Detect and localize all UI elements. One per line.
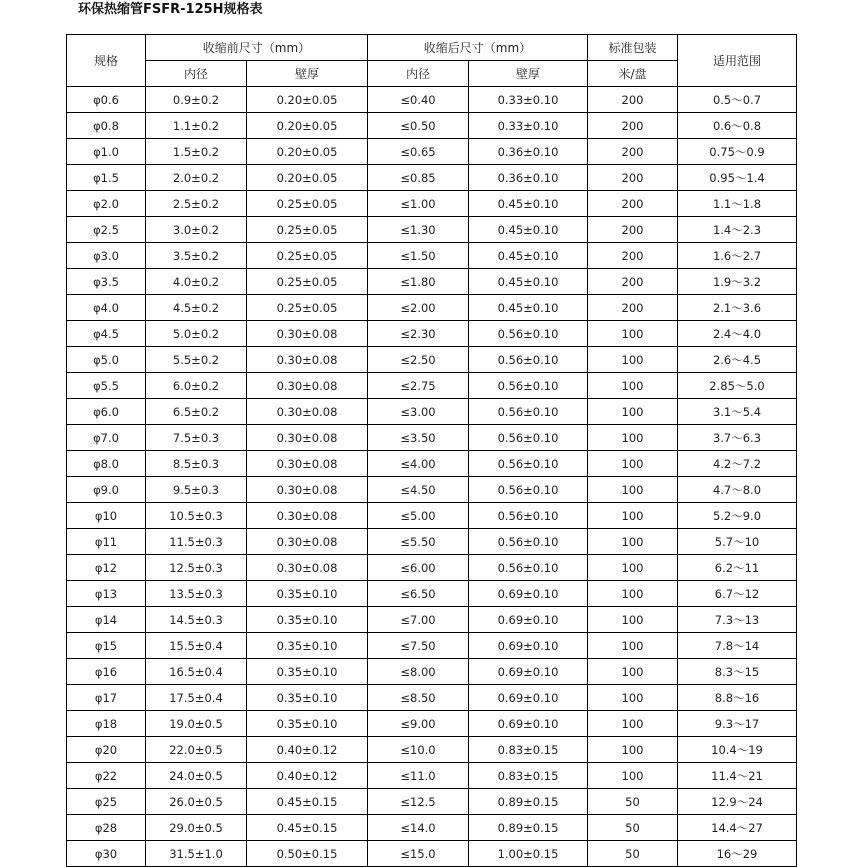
cell-wall-before: 0.25±0.05 (247, 243, 368, 269)
cell-wall-before: 0.50±0.15 (247, 841, 368, 867)
table-row (67, 607, 797, 633)
cell-range: 7.3～13 (678, 607, 797, 633)
cell-range: 2.85～5.0 (678, 373, 797, 399)
cell-wall-before: 0.25±0.05 (247, 191, 368, 217)
cell-spec: φ2.0 (67, 191, 146, 217)
table-row (67, 841, 797, 867)
cell-inner-after: ≤0.85 (368, 165, 469, 191)
cell-wall-after: 0.33±0.10 (469, 113, 588, 139)
cell-inner-before: 22.0±0.5 (146, 737, 247, 763)
cell-inner-after: ≤7.50 (368, 633, 469, 659)
cell-range: 16～29 (678, 841, 797, 867)
cell-wall-before: 0.30±0.08 (247, 347, 368, 373)
cell-inner-before: 29.0±0.5 (146, 815, 247, 841)
cell-spec: φ0.6 (67, 87, 146, 113)
cell-pack: 200 (588, 269, 678, 295)
cell-wall-after: 0.56±0.10 (469, 451, 588, 477)
cell-spec: φ9.0 (67, 477, 146, 503)
cell-wall-after: 0.89±0.15 (469, 815, 588, 841)
cell-wall-before: 0.35±0.10 (247, 711, 368, 737)
cell-inner-before: 0.9±0.2 (146, 87, 247, 113)
cell-spec: φ18 (67, 711, 146, 737)
cell-pack: 200 (588, 217, 678, 243)
cell-inner-after: ≤5.50 (368, 529, 469, 555)
cell-inner-after: ≤1.80 (368, 269, 469, 295)
cell-wall-after: 0.56±0.10 (469, 503, 588, 529)
page-title: 环保热缩管FSFR-125H规格表 (78, 2, 263, 17)
cell-range: 8.3～15 (678, 659, 797, 685)
table-row (67, 581, 797, 607)
cell-wall-before: 0.40±0.12 (247, 737, 368, 763)
cell-range: 4.7～8.0 (678, 477, 797, 503)
table-row (67, 685, 797, 711)
cell-inner-after: ≤4.00 (368, 451, 469, 477)
cell-wall-before: 0.30±0.08 (247, 425, 368, 451)
cell-wall-after: 0.69±0.10 (469, 685, 588, 711)
cell-wall-after: 0.36±0.10 (469, 139, 588, 165)
cell-wall-before: 0.35±0.10 (247, 607, 368, 633)
cell-inner-before: 26.0±0.5 (146, 789, 247, 815)
cell-wall-after: 0.56±0.10 (469, 477, 588, 503)
cell-inner-before: 4.5±0.2 (146, 295, 247, 321)
cell-range: 2.6～4.5 (678, 347, 797, 373)
cell-inner-before: 3.5±0.2 (146, 243, 247, 269)
cell-inner-after: ≤1.00 (368, 191, 469, 217)
cell-inner-after: ≤6.50 (368, 581, 469, 607)
spec-table (66, 34, 797, 867)
cell-range: 0.5～0.7 (678, 87, 797, 113)
cell-wall-after: 0.45±0.10 (469, 269, 588, 295)
cell-spec: φ2.5 (67, 217, 146, 243)
cell-range: 3.7～6.3 (678, 425, 797, 451)
cell-inner-before: 1.5±0.2 (146, 139, 247, 165)
cell-spec: φ0.8 (67, 113, 146, 139)
cell-spec: φ15 (67, 633, 146, 659)
cell-pack: 100 (588, 607, 678, 633)
cell-inner-after: ≤6.00 (368, 555, 469, 581)
table-row (67, 347, 797, 373)
cell-wall-before: 0.30±0.08 (247, 373, 368, 399)
cell-range: 12.9～24 (678, 789, 797, 815)
cell-range: 1.1～1.8 (678, 191, 797, 217)
cell-inner-after: ≤4.50 (368, 477, 469, 503)
cell-inner-after: ≤5.00 (368, 503, 469, 529)
cell-wall-after: 0.56±0.10 (469, 529, 588, 555)
cell-inner-before: 2.0±0.2 (146, 165, 247, 191)
cell-range: 1.4～2.3 (678, 217, 797, 243)
cell-range: 7.8～14 (678, 633, 797, 659)
cell-inner-before: 24.0±0.5 (146, 763, 247, 789)
cell-inner-after: ≤2.00 (368, 295, 469, 321)
header-wall-before: 壁厚 (247, 61, 368, 87)
cell-pack: 100 (588, 425, 678, 451)
cell-pack: 50 (588, 789, 678, 815)
table-row (67, 503, 797, 529)
cell-inner-before: 17.5±0.4 (146, 685, 247, 711)
cell-pack: 200 (588, 165, 678, 191)
cell-inner-before: 4.0±0.2 (146, 269, 247, 295)
table-row (67, 139, 797, 165)
cell-inner-after: ≤15.0 (368, 841, 469, 867)
cell-pack: 100 (588, 711, 678, 737)
cell-pack: 100 (588, 763, 678, 789)
cell-wall-after: 0.56±0.10 (469, 399, 588, 425)
cell-wall-after: 0.83±0.15 (469, 763, 588, 789)
cell-wall-after: 0.56±0.10 (469, 373, 588, 399)
cell-range: 0.6～0.8 (678, 113, 797, 139)
cell-pack: 100 (588, 633, 678, 659)
cell-inner-before: 19.0±0.5 (146, 711, 247, 737)
cell-pack: 100 (588, 659, 678, 685)
cell-inner-after: ≤7.00 (368, 607, 469, 633)
cell-inner-after: ≤2.50 (368, 347, 469, 373)
cell-spec: φ14 (67, 607, 146, 633)
header-inner-after: 内径 (368, 61, 469, 87)
cell-pack: 100 (588, 555, 678, 581)
cell-inner-before: 14.5±0.3 (146, 607, 247, 633)
cell-spec: φ16 (67, 659, 146, 685)
cell-spec: φ22 (67, 763, 146, 789)
cell-spec: φ17 (67, 685, 146, 711)
header-spec: 规格 (67, 35, 146, 87)
cell-inner-after: ≤14.0 (368, 815, 469, 841)
cell-pack: 100 (588, 685, 678, 711)
table-row (67, 477, 797, 503)
cell-range: 8.8～16 (678, 685, 797, 711)
cell-range: 5.2～9.0 (678, 503, 797, 529)
cell-wall-after: 0.56±0.10 (469, 321, 588, 347)
cell-wall-after: 0.45±0.10 (469, 217, 588, 243)
cell-inner-after: ≤2.75 (368, 373, 469, 399)
cell-spec: φ11 (67, 529, 146, 555)
cell-inner-before: 13.5±0.3 (146, 581, 247, 607)
cell-inner-before: 9.5±0.3 (146, 477, 247, 503)
cell-spec: φ1.5 (67, 165, 146, 191)
cell-range: 6.7～12 (678, 581, 797, 607)
cell-wall-before: 0.45±0.15 (247, 815, 368, 841)
cell-inner-after: ≤0.40 (368, 87, 469, 113)
cell-spec: φ3.5 (67, 269, 146, 295)
cell-range: 4.2～7.2 (678, 451, 797, 477)
cell-spec: φ20 (67, 737, 146, 763)
cell-inner-after: ≤8.50 (368, 685, 469, 711)
cell-wall-before: 0.35±0.10 (247, 685, 368, 711)
header-unit: 米/盘 (588, 61, 678, 87)
table-row (67, 815, 797, 841)
cell-inner-after: ≤11.0 (368, 763, 469, 789)
cell-spec: φ30 (67, 841, 146, 867)
cell-wall-before: 0.35±0.10 (247, 581, 368, 607)
cell-range: 11.4～21 (678, 763, 797, 789)
table-row (67, 451, 797, 477)
cell-inner-after: ≤3.50 (368, 425, 469, 451)
table-row (67, 295, 797, 321)
table-row (67, 659, 797, 685)
cell-pack: 200 (588, 87, 678, 113)
cell-inner-after: ≤0.50 (368, 113, 469, 139)
cell-spec: φ6.0 (67, 399, 146, 425)
cell-pack: 100 (588, 581, 678, 607)
cell-range: 14.4～27 (678, 815, 797, 841)
table-row (67, 191, 797, 217)
cell-wall-before: 0.25±0.05 (247, 295, 368, 321)
cell-range: 6.2～11 (678, 555, 797, 581)
cell-inner-after: ≤12.5 (368, 789, 469, 815)
table-row (67, 763, 797, 789)
cell-wall-before: 0.30±0.08 (247, 477, 368, 503)
cell-pack: 200 (588, 191, 678, 217)
cell-wall-after: 0.36±0.10 (469, 165, 588, 191)
cell-wall-after: 0.69±0.10 (469, 607, 588, 633)
header-inner-before: 内径 (146, 61, 247, 87)
cell-inner-before: 2.5±0.2 (146, 191, 247, 217)
cell-wall-after: 0.56±0.10 (469, 347, 588, 373)
cell-spec: φ13 (67, 581, 146, 607)
table-row (67, 217, 797, 243)
cell-wall-before: 0.30±0.08 (247, 451, 368, 477)
cell-inner-before: 11.5±0.3 (146, 529, 247, 555)
cell-inner-after: ≤9.00 (368, 711, 469, 737)
cell-range: 0.95～1.4 (678, 165, 797, 191)
cell-spec: φ5.5 (67, 373, 146, 399)
header-pack: 标准包装 (588, 35, 678, 61)
cell-wall-before: 0.30±0.08 (247, 555, 368, 581)
cell-range: 0.75～0.9 (678, 139, 797, 165)
cell-range: 5.7～10 (678, 529, 797, 555)
cell-spec: φ8.0 (67, 451, 146, 477)
cell-pack: 50 (588, 815, 678, 841)
cell-pack: 100 (588, 737, 678, 763)
cell-wall-before: 0.30±0.08 (247, 321, 368, 347)
cell-wall-before: 0.25±0.05 (247, 217, 368, 243)
cell-wall-before: 0.40±0.12 (247, 763, 368, 789)
cell-wall-after: 0.83±0.15 (469, 737, 588, 763)
header-wall-after: 壁厚 (469, 61, 588, 87)
cell-spec: φ12 (67, 555, 146, 581)
cell-inner-before: 7.5±0.3 (146, 425, 247, 451)
cell-spec: φ7.0 (67, 425, 146, 451)
cell-range: 1.9～3.2 (678, 269, 797, 295)
cell-range: 2.1～3.6 (678, 295, 797, 321)
cell-wall-before: 0.30±0.08 (247, 503, 368, 529)
cell-wall-after: 0.69±0.10 (469, 581, 588, 607)
cell-wall-before: 0.20±0.05 (247, 139, 368, 165)
cell-pack: 200 (588, 295, 678, 321)
cell-inner-after: ≤10.0 (368, 737, 469, 763)
table-row (67, 113, 797, 139)
cell-range: 3.1～5.4 (678, 399, 797, 425)
cell-inner-before: 6.5±0.2 (146, 399, 247, 425)
cell-pack: 100 (588, 451, 678, 477)
cell-inner-after: ≤1.30 (368, 217, 469, 243)
cell-wall-after: 0.45±0.10 (469, 243, 588, 269)
cell-spec: φ28 (67, 815, 146, 841)
cell-pack: 100 (588, 347, 678, 373)
cell-wall-after: 0.69±0.10 (469, 711, 588, 737)
cell-wall-before: 0.30±0.08 (247, 399, 368, 425)
cell-wall-before: 0.20±0.05 (247, 165, 368, 191)
table-row (67, 711, 797, 737)
cell-inner-before: 15.5±0.4 (146, 633, 247, 659)
cell-pack: 100 (588, 477, 678, 503)
cell-inner-before: 6.0±0.2 (146, 373, 247, 399)
cell-spec: φ25 (67, 789, 146, 815)
cell-pack: 100 (588, 321, 678, 347)
cell-pack: 100 (588, 399, 678, 425)
cell-inner-before: 12.5±0.3 (146, 555, 247, 581)
table-row (67, 269, 797, 295)
cell-wall-after: 0.69±0.10 (469, 659, 588, 685)
cell-inner-before: 5.5±0.2 (146, 347, 247, 373)
cell-range: 2.4～4.0 (678, 321, 797, 347)
header-row-1 (67, 35, 797, 61)
cell-wall-after: 0.45±0.10 (469, 295, 588, 321)
table-row (67, 243, 797, 269)
cell-pack: 100 (588, 529, 678, 555)
table-row (67, 87, 797, 113)
table-row (67, 373, 797, 399)
cell-wall-before: 0.45±0.15 (247, 789, 368, 815)
cell-pack: 200 (588, 113, 678, 139)
cell-pack: 200 (588, 243, 678, 269)
cell-spec: φ5.0 (67, 347, 146, 373)
header-after: 收缩后尺寸（mm） (368, 35, 588, 61)
table-row (67, 399, 797, 425)
table-row (67, 321, 797, 347)
cell-range: 10.4～19 (678, 737, 797, 763)
cell-wall-after: 0.56±0.10 (469, 425, 588, 451)
table-row (67, 737, 797, 763)
cell-pack: 50 (588, 841, 678, 867)
table-row (67, 425, 797, 451)
cell-wall-before: 0.35±0.10 (247, 633, 368, 659)
table-row (67, 529, 797, 555)
cell-wall-after: 1.00±0.15 (469, 841, 588, 867)
cell-wall-before: 0.35±0.10 (247, 659, 368, 685)
cell-range: 1.6～2.7 (678, 243, 797, 269)
cell-spec: φ4.5 (67, 321, 146, 347)
cell-wall-after: 0.69±0.10 (469, 633, 588, 659)
table-row (67, 555, 797, 581)
cell-wall-after: 0.33±0.10 (469, 87, 588, 113)
cell-inner-after: ≤8.00 (368, 659, 469, 685)
cell-inner-after: ≤1.50 (368, 243, 469, 269)
header-before: 收缩前尺寸（mm） (146, 35, 368, 61)
table-row (67, 789, 797, 815)
cell-inner-before: 31.5±1.0 (146, 841, 247, 867)
cell-inner-after: ≤2.30 (368, 321, 469, 347)
cell-wall-after: 0.56±0.10 (469, 555, 588, 581)
cell-inner-before: 10.5±0.3 (146, 503, 247, 529)
cell-inner-before: 8.5±0.3 (146, 451, 247, 477)
cell-wall-before: 0.20±0.05 (247, 87, 368, 113)
cell-inner-before: 1.1±0.2 (146, 113, 247, 139)
cell-wall-before: 0.30±0.08 (247, 529, 368, 555)
header-range: 适用范围 (678, 35, 797, 87)
cell-wall-before: 0.20±0.05 (247, 113, 368, 139)
table-row (67, 165, 797, 191)
cell-spec: φ1.0 (67, 139, 146, 165)
table-row (67, 633, 797, 659)
cell-inner-before: 3.0±0.2 (146, 217, 247, 243)
cell-spec: φ3.0 (67, 243, 146, 269)
cell-inner-before: 5.0±0.2 (146, 321, 247, 347)
cell-spec: φ10 (67, 503, 146, 529)
cell-pack: 200 (588, 139, 678, 165)
cell-range: 9.3～17 (678, 711, 797, 737)
cell-pack: 100 (588, 373, 678, 399)
cell-inner-before: 16.5±0.4 (146, 659, 247, 685)
cell-spec: φ4.0 (67, 295, 146, 321)
cell-inner-after: ≤0.65 (368, 139, 469, 165)
cell-wall-before: 0.25±0.05 (247, 269, 368, 295)
cell-pack: 100 (588, 503, 678, 529)
cell-wall-after: 0.45±0.10 (469, 191, 588, 217)
cell-wall-after: 0.89±0.15 (469, 789, 588, 815)
cell-inner-after: ≤3.00 (368, 399, 469, 425)
